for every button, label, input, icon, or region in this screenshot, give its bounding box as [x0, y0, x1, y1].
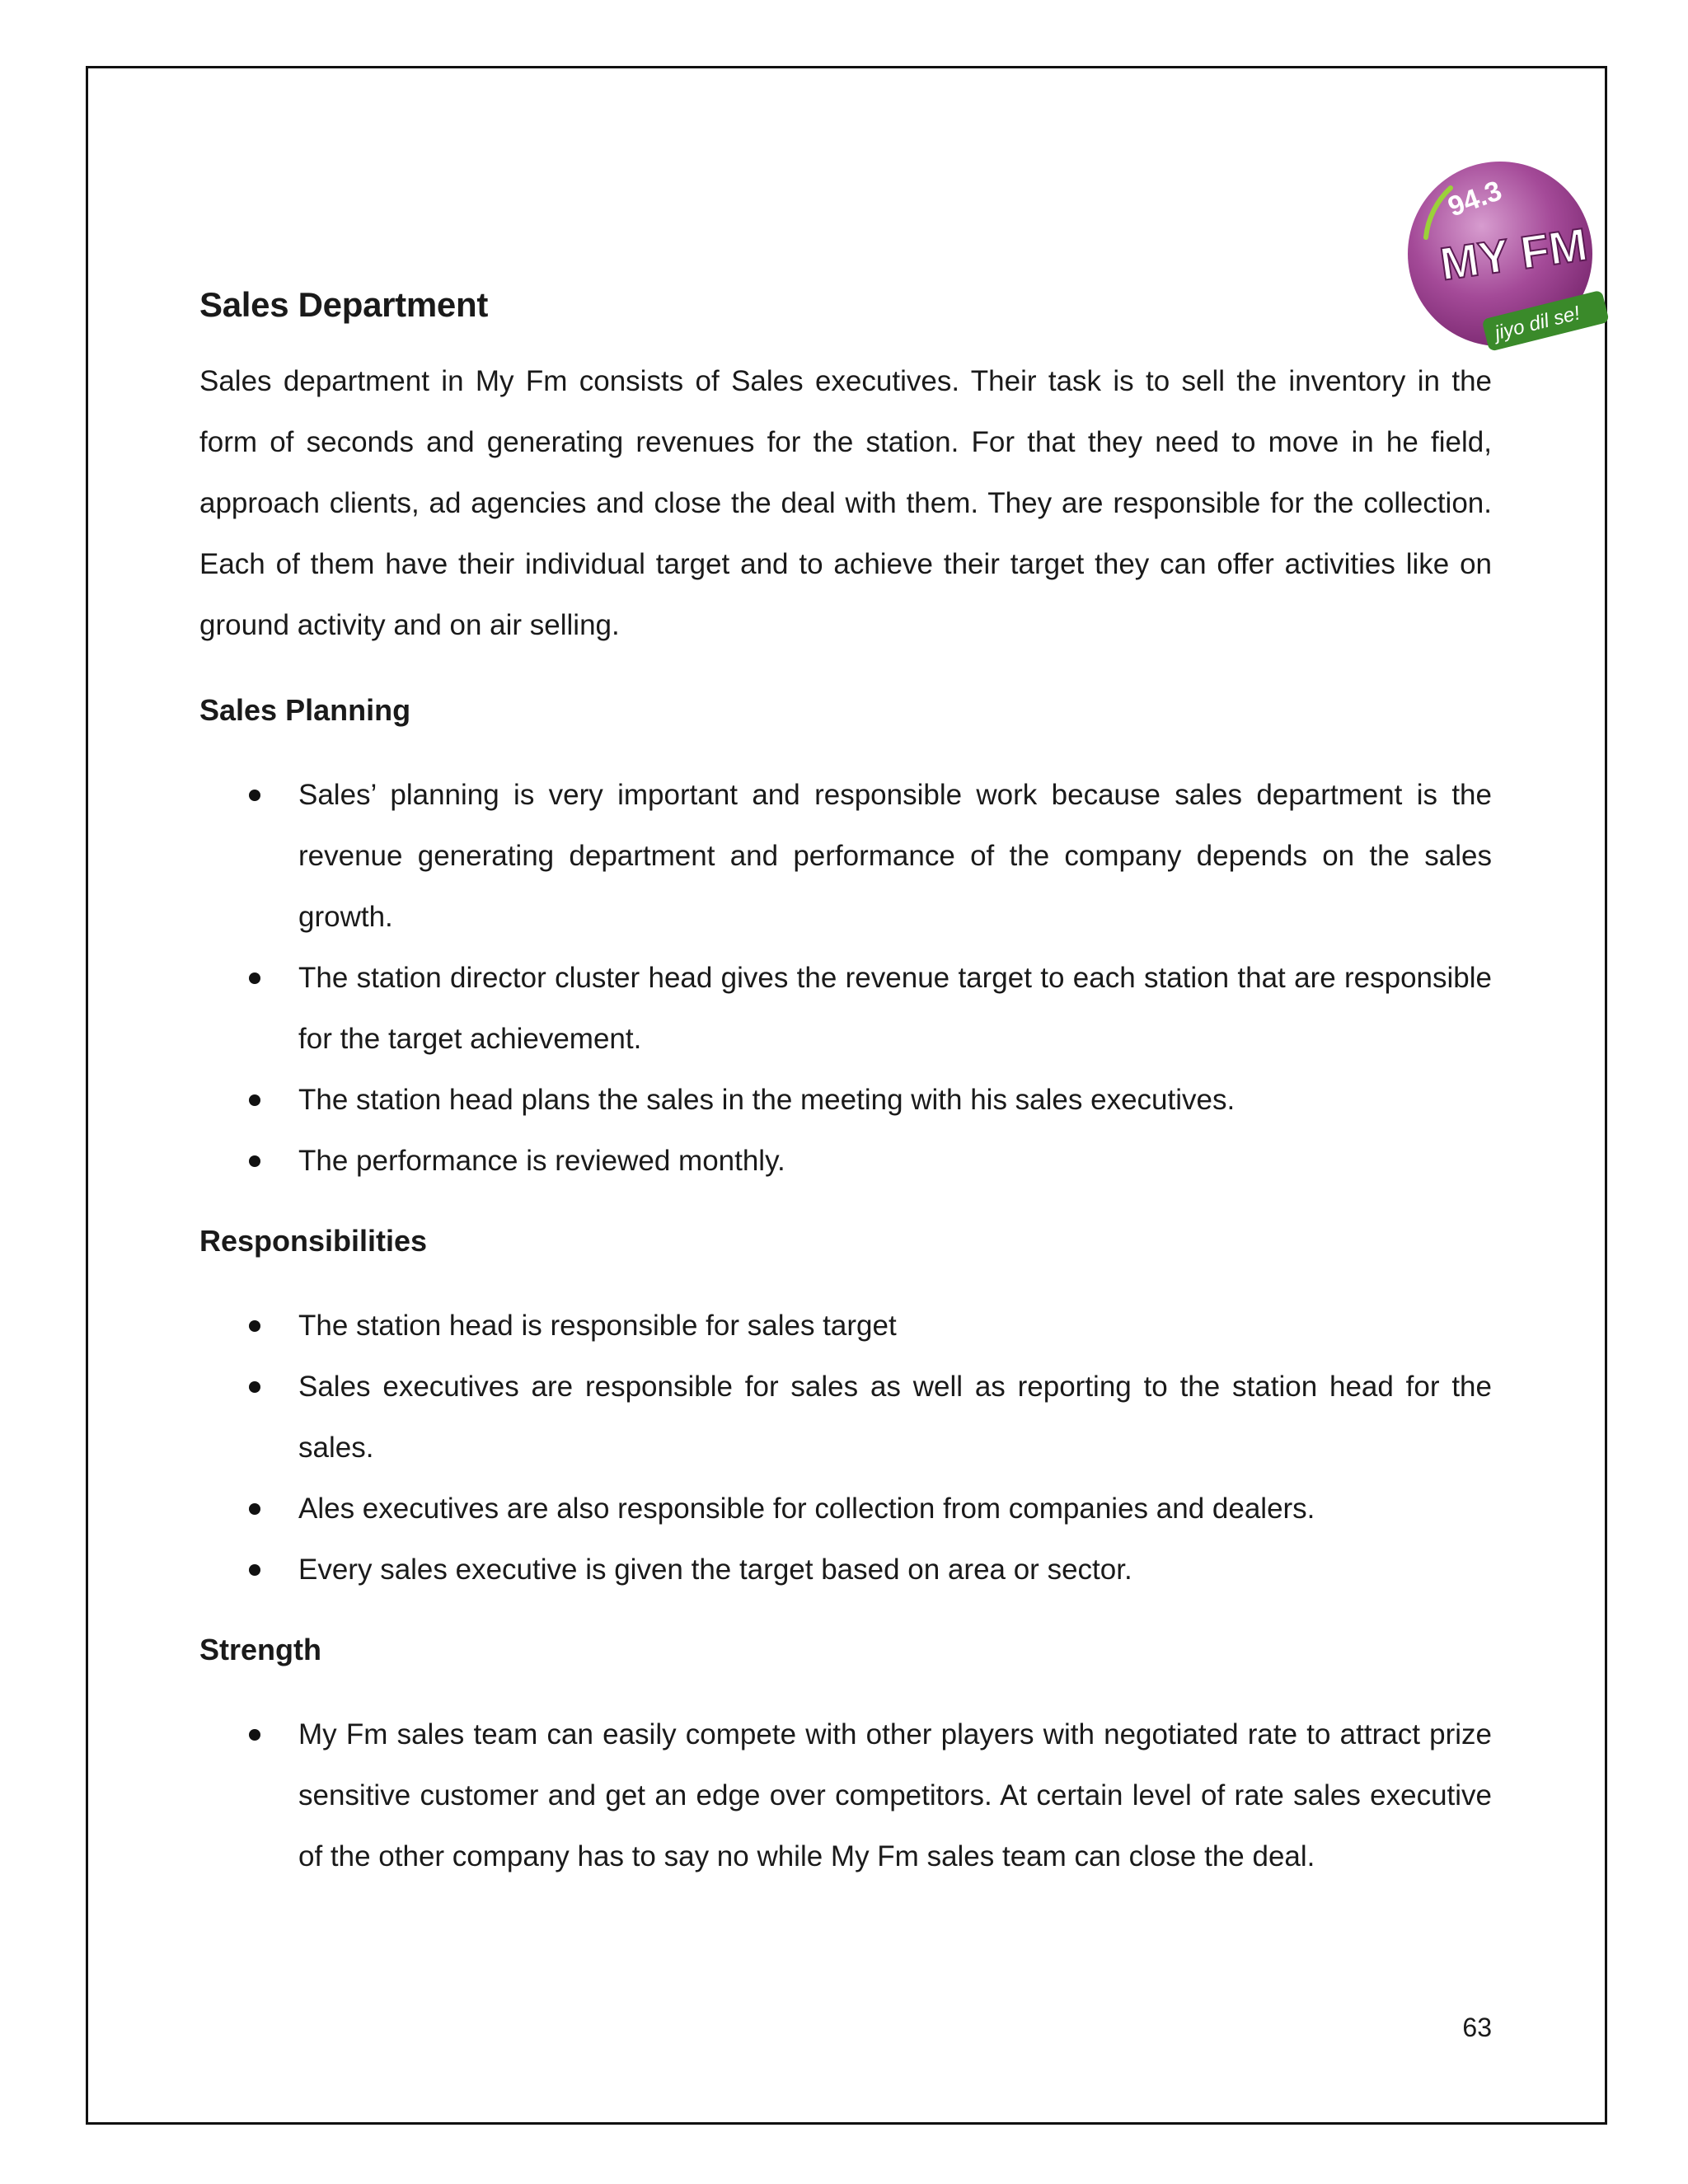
- bullet-icon: [249, 1155, 260, 1167]
- list-item-text: The station head plans the sales in the meeting with his sales executives.: [298, 1084, 1236, 1116]
- list-item: [199, 1479, 1492, 1540]
- list-item: [199, 1131, 1492, 1192]
- bullet-icon: [249, 1503, 260, 1515]
- list-item: [199, 1540, 1492, 1601]
- list-item: [199, 1070, 1492, 1131]
- list-item-text: My Fm sales team can easily compete with other players with negotiated rate to attract prize sensitive customer and get an edge over competitors. At certain level of rate sales executive of the other company has to say no while My Fm sales team can close the deal.: [298, 1718, 1492, 1872]
- bullet-icon: [249, 1564, 260, 1576]
- section-title: Sales Department: [199, 285, 489, 324]
- bullet-icon: [249, 790, 260, 801]
- bullet-icon: [249, 1320, 260, 1332]
- list-item-text: The station director cluster head gives the revenue target to each station that are responsible for the target achievement.: [298, 962, 1492, 1055]
- logo-brand: MY FM: [1437, 218, 1591, 290]
- list-item-text: The performance is reviewed monthly.: [298, 1145, 785, 1177]
- logo-tagline: jiyo dil se!: [1492, 302, 1582, 345]
- logo-frequency: 94.3: [1443, 175, 1506, 223]
- bullet-icon: [249, 1094, 260, 1106]
- strength-heading: Strength: [199, 1633, 321, 1666]
- page-number: 63: [1462, 2013, 1492, 2042]
- list-item-text: The station head is responsible for sales target: [298, 1310, 897, 1342]
- responsibilities-list: [199, 1296, 1492, 1601]
- strength-list: [199, 1704, 1492, 1887]
- sales-planning-list: [199, 765, 1492, 1192]
- list-item: [199, 1704, 1492, 1887]
- list-item: [199, 1357, 1492, 1479]
- list-item-text: Every sales executive is given the target based on area or sector.: [298, 1554, 1132, 1586]
- page-content: [199, 280, 1492, 1887]
- bullet-icon: [249, 1381, 260, 1393]
- list-item-text: Ales executives are also responsible for collection from companies and dealers.: [298, 1493, 1315, 1525]
- list-item: [199, 1296, 1492, 1357]
- intro-paragraph: Sales department in My Fm consists of Sales executives. Their task is to sell the inventory in the form of seconds and generating revenues for the station. For that they need to move in he field, approach clients, ad agencies and close the deal with them. They are responsible for the collection. Each of them have their individual target and to achieve their target they can offer activities like on ground activity and on air selling.: [199, 365, 1492, 641]
- list-item-text: Sales’ planning is very important and responsible work because sales department is the revenue generating department and performance of the company depends on the sales growth.: [298, 779, 1492, 933]
- sales-planning-heading: Sales Planning: [199, 693, 411, 727]
- bullet-icon: [249, 1729, 260, 1741]
- bullet-icon: [249, 972, 260, 984]
- responsibilities-heading: Responsibilities: [199, 1224, 428, 1258]
- list-item: [199, 765, 1492, 948]
- list-item: [199, 948, 1492, 1070]
- list-item-text: Sales executives are responsible for sales as well as reporting to the station head for the sales.: [298, 1371, 1492, 1464]
